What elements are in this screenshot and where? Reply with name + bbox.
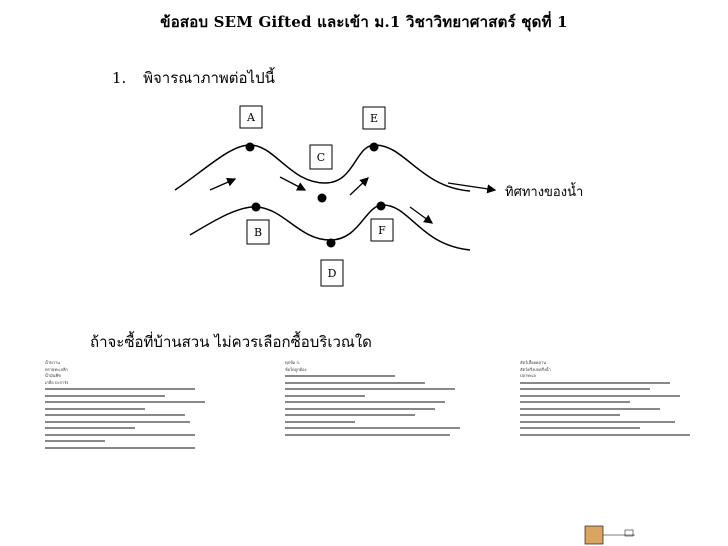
flow-arrow [280, 177, 305, 190]
svg-text:A: A [247, 111, 255, 124]
label-e [363, 107, 385, 129]
thumb-line: ทรายทะเลลึก [45, 366, 68, 372]
thumb-line: ข้อใดถูกต้อง [285, 366, 307, 372]
label-b [247, 220, 269, 244]
svg-text:B: B [253, 226, 263, 239]
page-title: ข้อสอบ SEM Gifted และเข้า ม.1 วิชาวิทยาศาสตร์ ชุดที่ 1 [160, 13, 568, 31]
question-text: ถ้าจะซื้อที่บ้านสวน ไม่ควรเลือกซื้อบริเวณใด [90, 333, 372, 351]
svg-text:D: D [327, 267, 337, 280]
point-b [252, 203, 261, 212]
question-prompt: พิจารณาภาพต่อไปนี้ [143, 69, 275, 87]
thumb-line: สัตว์ครึ่งบกครึ่งน้ำ [520, 366, 551, 372]
thumb-line: น้ำมันพืช [45, 373, 61, 378]
thumb-line: น้ำหวาน [45, 360, 60, 365]
svg-text:C: C [316, 151, 326, 164]
label-a [240, 106, 262, 128]
label-d [321, 260, 343, 286]
question-header [112, 66, 275, 90]
point-c [318, 194, 327, 203]
thumbnail-left [45, 360, 245, 546]
flow-arrow [350, 178, 368, 195]
small-figure [575, 520, 655, 546]
flow-direction-label: ทิศทางของน้ำ [505, 185, 584, 200]
thumb-line: เกลือ ปะการัง [45, 379, 69, 385]
svg-text:F: F [378, 224, 386, 237]
river-diagram [170, 95, 584, 295]
label-c [310, 145, 332, 169]
point-f [377, 202, 386, 211]
point-a [246, 143, 255, 152]
thumb-line: สัตว์เลื้อยคลาน [520, 360, 546, 365]
thumb-line: ทุกข้อ ก. [285, 360, 301, 365]
thumbnail-middle [285, 360, 475, 546]
thumbnail-right [520, 360, 710, 546]
point-d [327, 239, 336, 248]
thumb-line: ปลาทะเล [520, 373, 536, 378]
label-f [371, 219, 393, 241]
point-e [370, 143, 379, 152]
svg-text:E: E [369, 112, 379, 125]
flow-arrow [210, 179, 235, 190]
question-number: 1. [112, 69, 127, 87]
